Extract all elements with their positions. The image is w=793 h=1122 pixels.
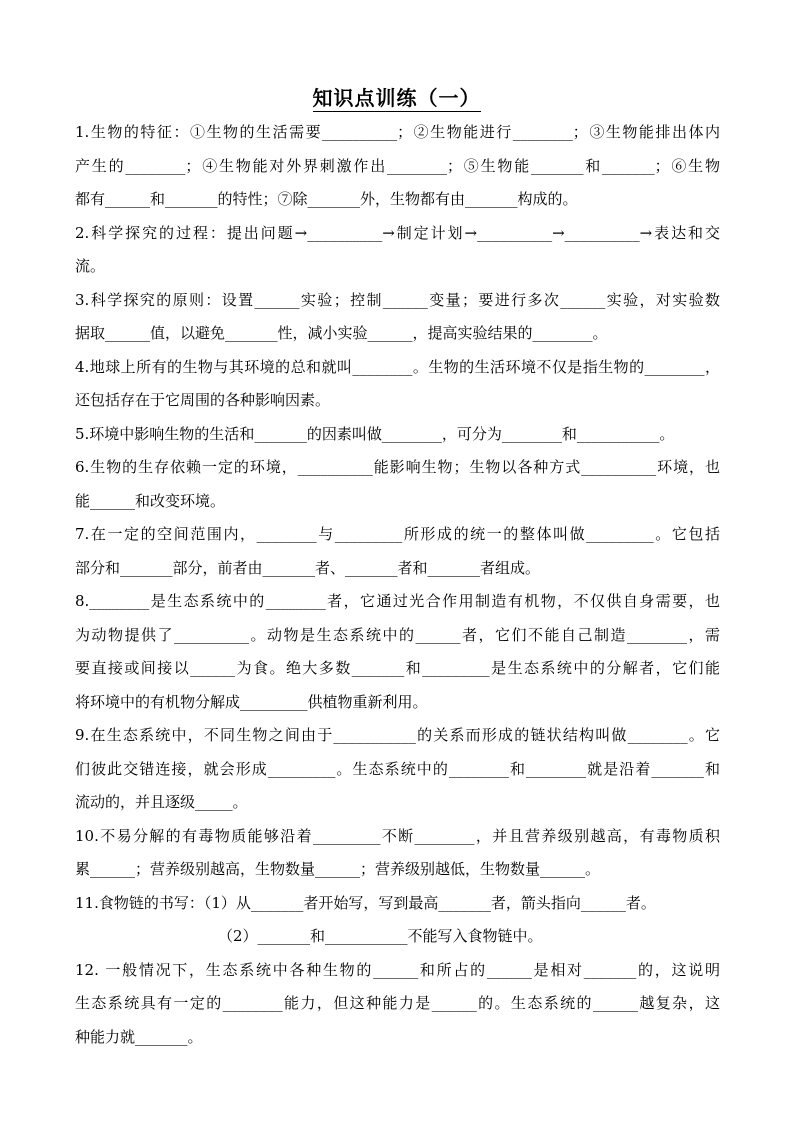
question-line: 累______；营养级别越高，生物数量______；营养级别越低，生物数量______。 <box>75 860 601 878</box>
question-8 <box>75 585 720 719</box>
question-4 <box>75 351 720 418</box>
question-line: 10.不易分解的有毒物质能够沿着_________不断________，并且营养级别越高，有毒物质积 <box>75 826 720 845</box>
question-line: 流动的，并且逐级_____。 <box>75 793 248 811</box>
question-line: 11.食物链的书写：（1）从_______者开始写，写到最高_______者，箭头指向______者。 <box>75 893 656 912</box>
question-10 <box>75 820 720 887</box>
question-1 <box>75 116 720 217</box>
question-line: 7.在一定的空间范围内，________与_________所形成的统一的整体叫做_________。它包括 <box>75 525 720 543</box>
question-line: 6.生物的生存依赖一定的环境，__________能影响生物；生物以各种方式__________环境，也 <box>75 458 720 476</box>
question-line: 部分和_______部分，前者由_______者、_______者和_______者组成。 <box>75 558 541 577</box>
question-9 <box>75 719 720 820</box>
question-5 <box>75 418 720 452</box>
question-line: 3.科学探究的原则：设置______实验；控制______变量；要进行多次______实验，对实验数 <box>75 290 720 309</box>
question-line: 为动物提供了__________。动物是生态系统中的______者，它们不能自己制造________，需 <box>75 625 720 644</box>
question-line: 12. 一般情况下，生态系统中各种生物的______和所占的______是相对_______的，这说明 <box>75 960 720 979</box>
question-11 <box>75 887 720 954</box>
question-12 <box>75 954 720 1055</box>
question-6 <box>75 451 720 518</box>
question-line: 种能力就_______。 <box>75 1027 203 1046</box>
question-line: （2）_______和___________不能写入食物链中。 <box>218 927 543 945</box>
question-line: 4.地球上所有的生物与其环境的总和就叫________。生物的生活环境不仅是指生物的________， <box>75 357 720 376</box>
question-line: 还包括存在于它周围的各种影响因素。 <box>75 391 331 409</box>
question-7 <box>75 518 720 585</box>
page-title: 知识点训练（一） <box>312 86 481 110</box>
question-3 <box>75 284 720 351</box>
question-line: 流。 <box>75 257 106 275</box>
question-line: 据取______值，以避免_______性，减小实验______，提高实验结果的________。 <box>75 324 608 342</box>
question-line: 2.科学探究的过程：提出问题→__________→制定计划→__________→__________→表达和交 <box>75 223 720 242</box>
question-line: 生态系统具有一定的________能力，但这种能力是______的。生态系统的______越复杂，这 <box>75 994 720 1012</box>
question-line: 将环境中的有机物分解成_________供植物重新利用。 <box>75 692 428 711</box>
question-line: 5.环境中影响生物的生活和_______的因素叫做________，可分为________和___________。 <box>75 424 675 443</box>
question-line: 能______和改变环境。 <box>75 491 226 510</box>
question-line: 1.生物的特征：①生物的生活需要__________；②生物能进行________；③生物能排出体内 <box>75 123 720 141</box>
question-line: 产生的________；④生物能对外界刺激作出________；⑤生物能_______和_______；⑥生物 <box>75 156 720 175</box>
question-list <box>75 116 720 1054</box>
question-line: 8.________是生态系统中的________者，它通过光合作用制造有机物，不仅供自身需要，也 <box>75 592 720 610</box>
question-line: 都有______和_______的特性；⑦除_______外，生物都有由_______构成的。 <box>75 190 578 208</box>
question-line: 要直接或间接以______为食。绝大多数_______和_________是生态系统中的分解者，它们能 <box>75 659 720 677</box>
question-2 <box>75 217 720 284</box>
question-line: 们彼此交错连接，就会形成_________。生态系统中的________和________就是沿着_______和 <box>75 759 720 778</box>
question-line: 9.在生态系统中，不同生物之间由于___________的关系而形成的链状结构叫做________。它 <box>75 726 720 744</box>
title-area <box>0 86 793 112</box>
